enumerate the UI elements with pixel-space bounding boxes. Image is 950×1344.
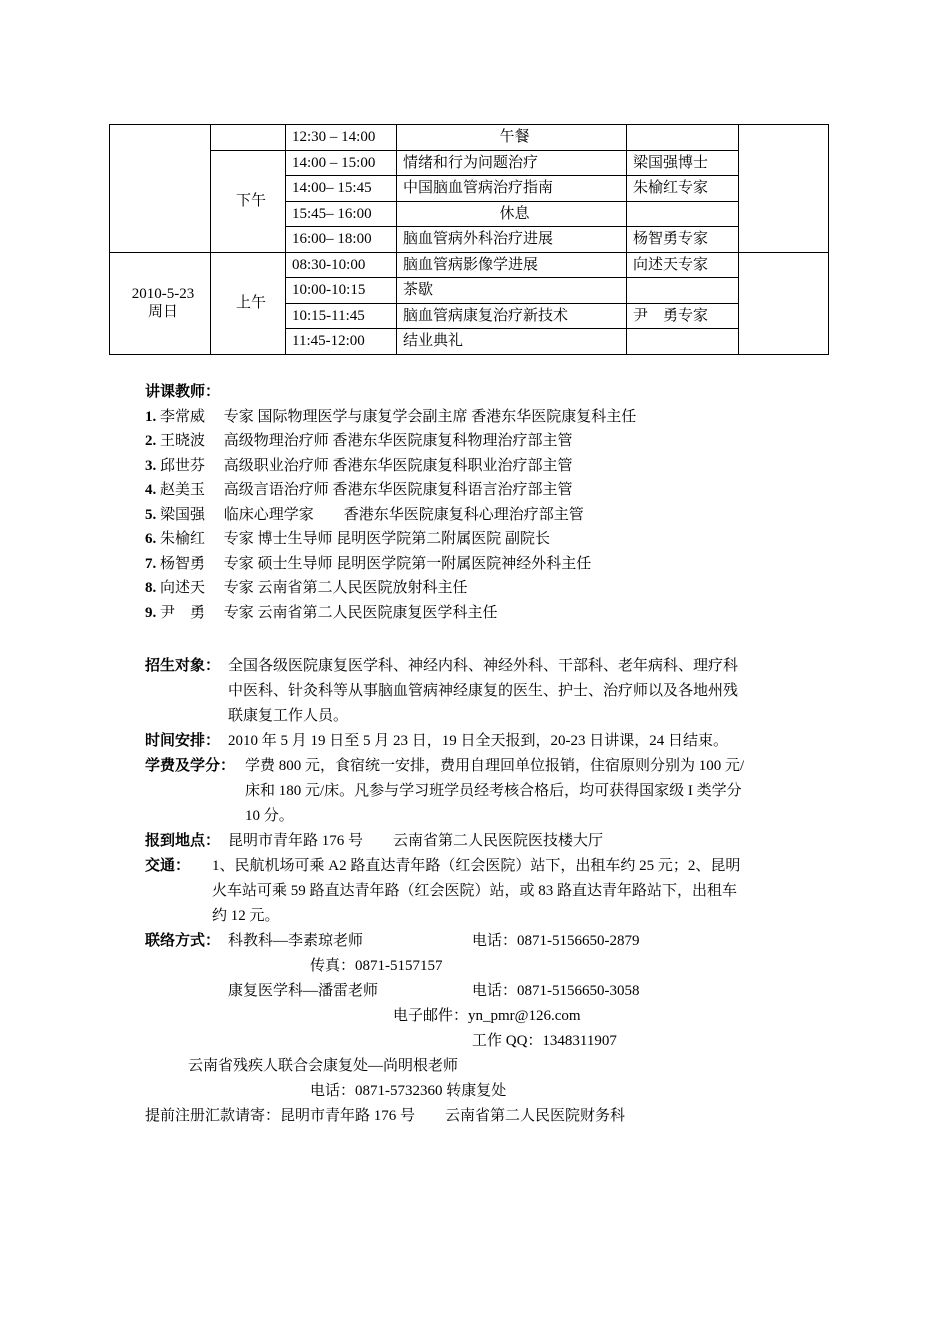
teacher-item: 9. 尹 勇 专家 云南省第二人民医院康复医学科主任 [145, 604, 498, 621]
teacher-item: 7. 杨智勇 专家 硕士生导师 昆明医学院第一附属医院神经外科主任 [145, 555, 592, 572]
teacher-cell: 杨智勇专家 [627, 227, 739, 253]
recruit-line: 全国各级医院康复医学科、神经内科、神经外科、干部科、老年病科、理疗科 [228, 658, 739, 674]
contact2-name: 康复医学科—潘雷老师 [228, 983, 379, 999]
teacher-item: 2. 王晓波 高级物理治疗师 香港东华医院康复科物理治疗部主管 [145, 433, 573, 449]
recruit-line: 中医科、针灸科等从事脑血管病神经康复的医生、护士、治疗师以及各地州残 [228, 683, 739, 699]
period-afternoon: 下午 [211, 150, 286, 252]
contact2-qq: 工作 QQ：1348311907 [472, 1033, 617, 1049]
topic-cell: 脑血管病影像学进展 [397, 252, 627, 278]
teacher-cell: 梁国强博士 [627, 150, 739, 176]
date-text: 2010-5-23 [131, 286, 195, 302]
teacher-cell [627, 125, 739, 151]
time-cell: 11:45-12:00 [286, 329, 397, 355]
topic-cell: 脑血管病康复治疗新技术 [397, 303, 627, 329]
time-cell: 16:00– 18:00 [286, 227, 397, 253]
remit-text: 提前注册汇款请寄：昆明市青年路 176 号 云南省第二人民医院财务科 [145, 1108, 626, 1124]
teachers-section [145, 380, 636, 625]
teacher-cell [627, 201, 739, 227]
teacher-item: 6. 朱榆红 专家 博士生导师 昆明医学院第二附属医院 副院长 [145, 531, 551, 547]
time-text: 2010 年 5 月 19 日至 5 月 23 日，19 日全天报到，20-23 日讲课，24 日结束。 [228, 733, 728, 749]
teacher-cell: 尹 勇专家 [627, 303, 739, 329]
time-cell: 14:00– 15:45 [286, 176, 397, 202]
table-row [110, 150, 829, 176]
topic-cell: 脑血管病外科治疗进展 [397, 227, 627, 253]
contact3-name: 云南省残疾人联合会康复处—尚明根老师 [188, 1058, 459, 1074]
contact2-email: 电子邮件：yn_pmr@126.com [393, 1008, 581, 1024]
topic-cell: 茶歇 [397, 278, 627, 304]
traffic-line: 火车站可乘 59 路直达青年路（红会医院）站，或 83 路直达青年路站下，出租车 [212, 883, 738, 899]
note-cell [739, 125, 829, 253]
fee-label: 学费及学分： [145, 758, 236, 774]
topic-cell: 情绪和行为问题治疗 [397, 150, 627, 176]
weekday-text: 周日 [147, 304, 178, 320]
contact3-phone: 电话：0871-5732360 转康复处 [310, 1083, 507, 1099]
topic-cell: 结业典礼 [397, 329, 627, 355]
recruit-line: 联康复工作人员。 [228, 708, 349, 724]
teacher-cell [627, 278, 739, 304]
topic-cell: 休息 [397, 201, 627, 227]
time-cell: 10:15-11:45 [286, 303, 397, 329]
teacher-item: 8. 向述天 专家 云南省第二人民医院放射科主任 [145, 580, 468, 596]
time-cell: 12:30 – 14:00 [286, 125, 397, 151]
place-label: 报到地点： [145, 833, 221, 849]
place-text: 昆明市青年路 176 号 云南省第二人民医院医技楼大厅 [228, 833, 604, 849]
time-cell: 14:00 – 15:00 [286, 150, 397, 176]
traffic-line: 约 12 元。 [212, 908, 280, 924]
table-row [110, 252, 829, 278]
teacher-cell: 向述天专家 [627, 252, 739, 278]
fee-line: 10 分。 [245, 808, 294, 824]
contact1-phone: 电话：0871-5156650-2879 [472, 933, 640, 949]
teacher-cell: 朱榆红专家 [627, 176, 739, 202]
topic-cell: 午餐 [397, 125, 627, 151]
teacher-item: 1. 李常威 专家 国际物理医学与康复学会副主席 香港东华医院康复科主任 [145, 408, 637, 425]
time-cell: 10:00-10:15 [286, 278, 397, 304]
time-cell: 08:30-10:00 [286, 252, 397, 278]
table-row [110, 125, 829, 151]
period-morning: 上午 [211, 252, 286, 354]
topic-cell: 中国脑血管病治疗指南 [397, 176, 627, 202]
contact-label: 联络方式： [145, 933, 221, 949]
note-cell [739, 252, 829, 354]
schedule-table [109, 124, 829, 355]
period-cell [211, 125, 286, 151]
recruit-label: 招生对象： [145, 658, 221, 674]
traffic-line: 1、民航机场可乘 A2 路直达青年路（红会医院）站下，出租车约 25 元；2、昆明 [212, 858, 741, 874]
date-cell [110, 125, 211, 253]
teacher-item: 4. 赵美玉 高级言语治疗师 香港东华医院康复科语言治疗部主管 [145, 482, 573, 498]
contact1-name: 科教科—李素琼老师 [228, 933, 364, 949]
time-label: 时间安排： [145, 733, 221, 749]
date-cell [110, 252, 211, 354]
time-cell: 15:45– 16:00 [286, 201, 397, 227]
traffic-label: 交通： [145, 858, 191, 874]
teacher-item: 5. 梁国强 临床心理学家 香港东华医院康复科心理治疗部主管 [145, 506, 584, 523]
teacher-cell [627, 329, 739, 355]
contact1-fax: 传真：0871-5157157 [310, 958, 443, 974]
teachers-heading: 讲课教师： [145, 384, 221, 400]
teacher-item: 3. 邱世芬 高级职业治疗师 香港东华医院康复科职业治疗部主管 [145, 457, 573, 474]
contact2-phone: 电话：0871-5156650-3058 [472, 983, 640, 999]
fee-line: 学费 800 元，食宿统一安排，费用自理回单位报销，住宿原则分别为 100 元/ [245, 758, 745, 774]
fee-line: 床和 180 元/床。凡参与学习班学员经考核合格后，均可获得国家级 I 类学分 [245, 783, 742, 799]
